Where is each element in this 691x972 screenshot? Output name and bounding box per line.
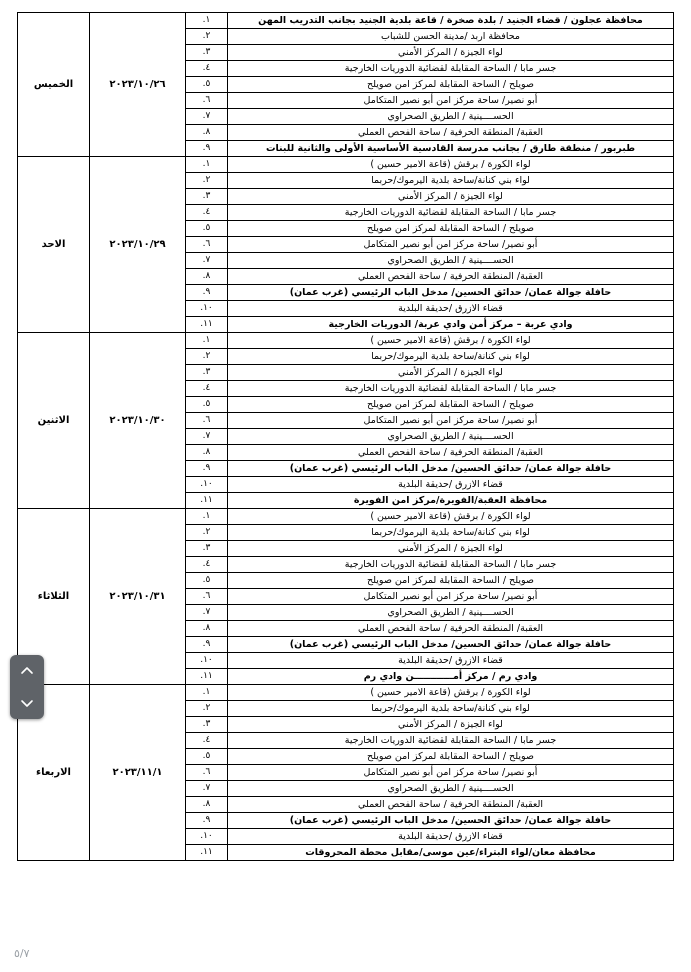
location-cell: العقبة/ المنطقة الحرفية / ساحة الفحص العملي bbox=[228, 797, 674, 813]
day-cell: الاحد bbox=[18, 157, 90, 333]
row-number-cell: ١. bbox=[186, 333, 228, 349]
location-cell: أبو نصير/ ساحة مركز امن أبو نصير المتكامل bbox=[228, 413, 674, 429]
page-number: ٥/٧ bbox=[14, 947, 30, 960]
location-cell: حافلة جوالة عمان/ حدائق الحسين/ مدخل الباب الرئيسي (غرب عمان) bbox=[228, 285, 674, 301]
location-cell: الحســــينية / الطريق الصحراوي bbox=[228, 429, 674, 445]
location-cell: جسر مابا / الساحة المقابلة لقضائية الدوريات الخارجية bbox=[228, 61, 674, 77]
location-cell: جسر مابا / الساحة المقابلة لقضائية الدوريات الخارجية bbox=[228, 381, 674, 397]
row-number-cell: ٩. bbox=[186, 637, 228, 653]
location-cell: قضاء الازرق /حديقة البلدية bbox=[228, 477, 674, 493]
row-number-cell: ٢. bbox=[186, 701, 228, 717]
location-cell: صويلح / الساحة المقابلة لمركز امن صويلح bbox=[228, 221, 674, 237]
location-cell: أبو نصير/ ساحة مركز امن أبو نصير المتكامل bbox=[228, 93, 674, 109]
row-number-cell: ٨. bbox=[186, 269, 228, 285]
location-cell: لواء بني كنانة/ساحة بلدية اليرموك/حربما bbox=[228, 173, 674, 189]
location-cell: لواء الجيزة / المركز الأمني bbox=[228, 45, 674, 61]
row-number-cell: ٧. bbox=[186, 605, 228, 621]
row-number-cell: ٩. bbox=[186, 141, 228, 157]
location-cell: محافظة اربد /مدينة الحسن للشباب bbox=[228, 29, 674, 45]
row-number-cell: ١. bbox=[186, 685, 228, 701]
row-number-cell: ٤. bbox=[186, 61, 228, 77]
location-cell: العقبة/ المنطقة الحرفية / ساحة الفحص العملي bbox=[228, 445, 674, 461]
location-cell: لواء الكورة / برقش (قاعة الامير حسين ) bbox=[228, 685, 674, 701]
row-number-cell: ٥. bbox=[186, 77, 228, 93]
date-cell: ٢٠٢٣/١٠/٢٩ bbox=[90, 157, 186, 333]
location-cell: حافلة جوالة عمان/ حدائق الحسين/ مدخل الباب الرئيسي (غرب عمان) bbox=[228, 637, 674, 653]
row-number-cell: ٣. bbox=[186, 189, 228, 205]
row-number-cell: ١١. bbox=[186, 317, 228, 333]
row-number-cell: ٣. bbox=[186, 45, 228, 61]
location-cell: وادي رم / مركز أمــــــــــــن وادي رم bbox=[228, 669, 674, 685]
schedule-table bbox=[17, 12, 674, 861]
location-cell: حافلة جوالة عمان/ حدائق الحسين/ مدخل الباب الرئيسي (غرب عمان) bbox=[228, 813, 674, 829]
location-cell: محافظة العقبة/الفويرة/مركز امن الفويرة bbox=[228, 493, 674, 509]
location-cell: الحســــينية / الطريق الصحراوي bbox=[228, 781, 674, 797]
row-number-cell: ٦. bbox=[186, 93, 228, 109]
row-number-cell: ٢. bbox=[186, 349, 228, 365]
location-cell: لواء الجيزة / المركز الأمني bbox=[228, 189, 674, 205]
row-number-cell: ٥. bbox=[186, 221, 228, 237]
row-number-cell: ٨. bbox=[186, 125, 228, 141]
location-cell: لواء الكورة / برقش (قاعة الامير حسين ) bbox=[228, 509, 674, 525]
location-cell: صويلح / الساحة المقابلة لمركز امن صويلح bbox=[228, 397, 674, 413]
row-number-cell: ٨. bbox=[186, 621, 228, 637]
location-cell: وادي عربة – مركز أمن وادي عربة/ الدوريات الخارجية bbox=[228, 317, 674, 333]
location-cell: العقبة/ المنطقة الحرفية / ساحة الفحص العملي bbox=[228, 125, 674, 141]
day-cell: الخميس bbox=[18, 13, 90, 157]
location-cell: محافظة عجلون / قضاء الجنيد / بلدة صخرة / قاعة بلدية الجنيد بجانب التدريب المهن bbox=[228, 13, 674, 29]
row-number-cell: ٧. bbox=[186, 253, 228, 269]
row-number-cell: ١٠. bbox=[186, 477, 228, 493]
row-number-cell: ٢. bbox=[186, 173, 228, 189]
row-number-cell: ١٠. bbox=[186, 829, 228, 845]
location-cell: أبو نصير/ ساحة مركز امن أبو نصير المتكامل bbox=[228, 237, 674, 253]
location-cell: لواء الجيزة / المركز الأمني bbox=[228, 365, 674, 381]
row-number-cell: ١. bbox=[186, 13, 228, 29]
row-number-cell: ١١. bbox=[186, 493, 228, 509]
row-number-cell: ٩. bbox=[186, 813, 228, 829]
location-cell: العقبة/ المنطقة الحرفية / ساحة الفحص العملي bbox=[228, 621, 674, 637]
table-row bbox=[18, 685, 674, 701]
row-number-cell: ٥. bbox=[186, 573, 228, 589]
date-cell: ٢٠٢٣/١٠/٣٠ bbox=[90, 333, 186, 509]
location-cell: لواء الكورة / برقش (قاعة الامير حسين ) bbox=[228, 333, 674, 349]
chevron-down-icon[interactable] bbox=[19, 695, 35, 711]
row-number-cell: ٣. bbox=[186, 541, 228, 557]
location-cell: جسر مابا / الساحة المقابلة لقضائية الدوريات الخارجية bbox=[228, 205, 674, 221]
location-cell: لواء بني كنانة/ساحة بلدية اليرموك/حربما bbox=[228, 525, 674, 541]
row-number-cell: ٣. bbox=[186, 365, 228, 381]
day-cell: الثلاثاء bbox=[18, 509, 90, 685]
row-number-cell: ٧. bbox=[186, 781, 228, 797]
day-cell: الاربعاء bbox=[18, 685, 90, 861]
location-cell: حافلة جوالة عمان/ حدائق الحسين/ مدخل الباب الرئيسي (غرب عمان) bbox=[228, 461, 674, 477]
table-row bbox=[18, 157, 674, 173]
chevron-up-icon[interactable] bbox=[19, 663, 35, 679]
location-cell: جسر مابا / الساحة المقابلة لقضائية الدوريات الخارجية bbox=[228, 557, 674, 573]
row-number-cell: ١. bbox=[186, 157, 228, 173]
table-row bbox=[18, 333, 674, 349]
row-number-cell: ٢. bbox=[186, 525, 228, 541]
date-cell: ٢٠٢٣/١١/١ bbox=[90, 685, 186, 861]
row-number-cell: ٤. bbox=[186, 381, 228, 397]
row-number-cell: ٥. bbox=[186, 749, 228, 765]
location-cell: محافظة معان/لواء البتراء/عين موسى/مقابل محطة المحروقات bbox=[228, 845, 674, 861]
row-number-cell: ١٠. bbox=[186, 653, 228, 669]
row-number-cell: ٧. bbox=[186, 429, 228, 445]
location-cell: قضاء الازرق /حديقة البلدية bbox=[228, 829, 674, 845]
row-number-cell: ١. bbox=[186, 509, 228, 525]
table-row bbox=[18, 13, 674, 29]
row-number-cell: ١١. bbox=[186, 669, 228, 685]
row-number-cell: ١١. bbox=[186, 845, 228, 861]
row-number-cell: ١٠. bbox=[186, 301, 228, 317]
location-cell: جسر مابا / الساحة المقابلة لقضائية الدوريات الخارجية bbox=[228, 733, 674, 749]
row-number-cell: ٤. bbox=[186, 205, 228, 221]
row-number-cell: ٤. bbox=[186, 557, 228, 573]
location-cell: لواء الكورة / برقش (قاعة الامير حسين ) bbox=[228, 157, 674, 173]
location-cell: لواء الجيزة / المركز الأمني bbox=[228, 541, 674, 557]
location-cell: صويلح / الساحة المقابلة لمركز امن صويلح bbox=[228, 749, 674, 765]
location-cell: صويلح / الساحة المقابلة لمركز امن صويلح bbox=[228, 573, 674, 589]
day-cell: الاثنين bbox=[18, 333, 90, 509]
table-row bbox=[18, 509, 674, 525]
location-cell: لواء بني كنانة/ساحة بلدية اليرموك/حربما bbox=[228, 701, 674, 717]
location-cell: الحســــينية / الطريق الصحراوي bbox=[228, 605, 674, 621]
location-cell: الحســــينية / الطريق الصحراوي bbox=[228, 109, 674, 125]
row-number-cell: ٥. bbox=[186, 397, 228, 413]
row-number-cell: ٨. bbox=[186, 797, 228, 813]
row-number-cell: ٦. bbox=[186, 237, 228, 253]
location-cell: لواء الجيزة / المركز الأمني bbox=[228, 717, 674, 733]
row-number-cell: ٦. bbox=[186, 413, 228, 429]
row-number-cell: ٩. bbox=[186, 285, 228, 301]
location-cell: العقبة/ المنطقة الحرفية / ساحة الفحص العملي bbox=[228, 269, 674, 285]
location-cell: قضاء الازرق /حديقة البلدية bbox=[228, 301, 674, 317]
row-number-cell: ٤. bbox=[186, 733, 228, 749]
date-cell: ٢٠٢٣/١٠/٢٦ bbox=[90, 13, 186, 157]
row-number-cell: ٨. bbox=[186, 445, 228, 461]
row-number-cell: ٢. bbox=[186, 29, 228, 45]
location-cell: أبو نصير/ ساحة مركز امن أبو نصير المتكامل bbox=[228, 589, 674, 605]
location-cell: صويلح / الساحة المقابلة لمركز امن صويلح bbox=[228, 77, 674, 93]
scroll-widget[interactable] bbox=[10, 655, 44, 719]
location-cell: أبو نصير/ ساحة مركز امن أبو نصير المتكامل bbox=[228, 765, 674, 781]
location-cell: لواء بني كنانة/ساحة بلدية اليرموك/حربما bbox=[228, 349, 674, 365]
row-number-cell: ٩. bbox=[186, 461, 228, 477]
row-number-cell: ٦. bbox=[186, 589, 228, 605]
row-number-cell: ٣. bbox=[186, 717, 228, 733]
location-cell: قضاء الازرق /حديقة البلدية bbox=[228, 653, 674, 669]
row-number-cell: ٧. bbox=[186, 109, 228, 125]
date-cell: ٢٠٢٣/١٠/٣١ bbox=[90, 509, 186, 685]
document-page bbox=[0, 12, 691, 972]
location-cell: طبربور / منطقة طارق / بجانب مدرسة القادسية الأساسية الأولى والثانية للبنات bbox=[228, 141, 674, 157]
location-cell: الحســــينية / الطريق الصحراوي bbox=[228, 253, 674, 269]
row-number-cell: ٦. bbox=[186, 765, 228, 781]
